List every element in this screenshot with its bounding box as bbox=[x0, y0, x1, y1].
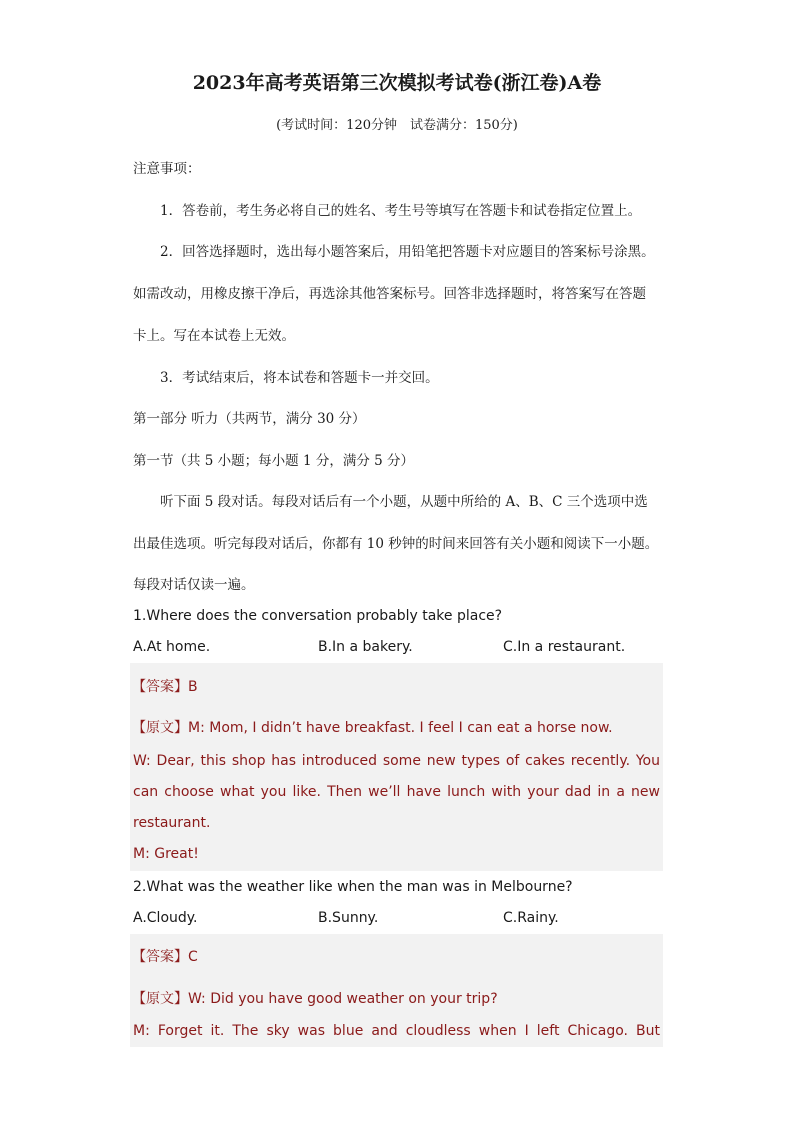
notice-item-2: 2．回答选择题时，选出每小题答案后，用铅笔把答题卡对应题目的答案标号涂黑。 bbox=[160, 244, 655, 260]
section1-heading: 第一节（共 5 小题；每小题 1 分，满分 5 分） bbox=[133, 453, 415, 469]
question-1-option-c: C.In a restaurant. bbox=[503, 639, 626, 655]
notice-item-2-cont-2: 卡上。写在本试卷上无效。 bbox=[133, 328, 295, 344]
question-2-transcript-line-1 bbox=[132, 988, 498, 1008]
answer-value: C bbox=[188, 949, 198, 965]
question-2-option-c: C.Rainy. bbox=[503, 910, 559, 926]
transcript-text: M: Mom, I didn’t have breakfast. I feel I can eat a horse now. bbox=[188, 720, 613, 736]
part1-heading: 第一部分 听力（共两节，满分 30 分） bbox=[133, 411, 366, 427]
question-1-transcript-line-5: M: Great! bbox=[133, 846, 199, 862]
question-1-answer-box bbox=[130, 663, 663, 871]
instructions-line-2: 出最佳选项。听完每段对话后，你都有 10 秒钟的时间来回答有关小题和阅读下一小题。 bbox=[133, 536, 659, 552]
transcript-label: 【原文】 bbox=[132, 720, 188, 736]
answer-label: 【答案】 bbox=[132, 949, 188, 965]
question-1-stem: 1.Where does the conversation probably take place? bbox=[133, 608, 503, 624]
question-1-answer bbox=[132, 676, 198, 696]
answer-value: B bbox=[188, 679, 198, 695]
question-2-answer bbox=[132, 946, 198, 966]
question-2-stem: 2.What was the weather like when the man was in Melbourne? bbox=[133, 879, 573, 895]
question-1-transcript-line-2: W: Dear, this shop has introduced some new types of cakes recently. You bbox=[133, 753, 660, 769]
notice-heading: 注意事项： bbox=[133, 161, 201, 177]
transcript-label: 【原文】 bbox=[132, 991, 188, 1007]
exam-title: 2023年高考英语第三次模拟考试卷(浙江卷)A卷 bbox=[192, 72, 602, 94]
notice-item-1: 1．答卷前，考生务必将自己的姓名、考生号等填写在答题卡和试卷指定位置上。 bbox=[160, 203, 642, 219]
question-1-option-b: B.In a bakery. bbox=[318, 639, 413, 655]
question-2-option-a: A.Cloudy. bbox=[133, 910, 198, 926]
question-2-transcript-line-2: M: Forget it. The sky was blue and cloudless when I left Chicago. But bbox=[133, 1023, 660, 1039]
exam-subtitle: (考试时间：120分钟 试卷满分：150分) bbox=[276, 118, 518, 133]
question-2-option-b: B.Sunny. bbox=[318, 910, 379, 926]
question-1-transcript-line-4: restaurant. bbox=[133, 815, 211, 831]
answer-label: 【答案】 bbox=[132, 679, 188, 695]
transcript-text: W: Did you have good weather on your trip? bbox=[188, 991, 498, 1007]
question-1-transcript-line-3: can choose what you like. Then we’ll have lunch with your dad in a new bbox=[133, 784, 660, 800]
question-1-option-a: A.At home. bbox=[133, 639, 211, 655]
instructions-line-1: 听下面 5 段对话。每段对话后有一个小题，从题中所给的 A、B、C 三个选项中选 bbox=[160, 494, 648, 510]
question-2-answer-box bbox=[130, 934, 663, 1047]
notice-item-2-cont-1: 如需改动，用橡皮擦干净后，再选涂其他答案标号。回答非选择题时，将答案写在答题 bbox=[133, 286, 646, 302]
instructions-line-3: 每段对话仅读一遍。 bbox=[133, 577, 255, 593]
question-1-transcript-line-1 bbox=[132, 717, 613, 737]
notice-item-3: 3．考试结束后，将本试卷和答题卡一并交回。 bbox=[160, 370, 439, 386]
